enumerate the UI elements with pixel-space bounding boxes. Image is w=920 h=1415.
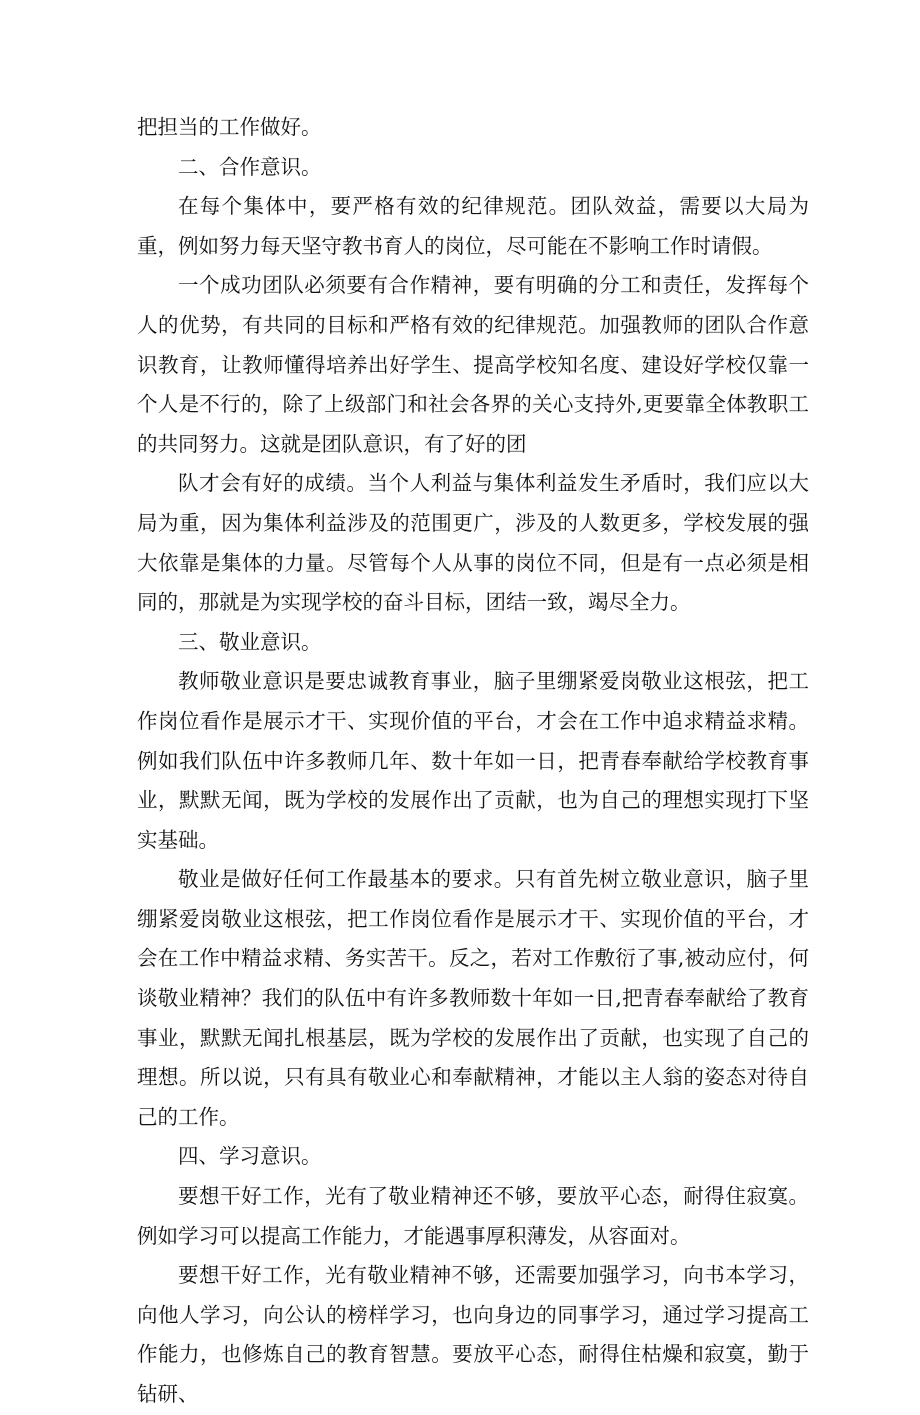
document-body — [137, 108, 809, 1415]
paragraph: 队才会有好的成绩。当个人利益与集体利益发生矛盾时，我们应以大局为重，因为集体利益涉及的范围更广，涉及的人数更多，学校发展的强大依靠是集体的力量。尽管每个人从事的岗位不同，但是有一点必须是相同的，那就是为实现学校的奋斗目标，团结一致，竭尽全力。 — [137, 471, 809, 615]
continuation-paragraph: 把担当的工作做好。 — [137, 115, 322, 139]
paragraph: 在每个集体中，要严格有效的纪律规范。团队效益，需要以大局为重，例如努力每天坚守教书育人的岗位，尽可能在不影响工作时请假。 — [137, 194, 809, 258]
section-heading-dedication: 三、敬业意识。 — [178, 629, 322, 654]
paragraph: 要想干好工作，光有了敬业精神还不够，要放平心态，耐得住寂寞。例如学习可以提高工作能力，才能遇事厚积薄发，从容面对。 — [137, 1184, 809, 1248]
paragraph: 敬业是做好任何工作最基本的要求。只有首先树立敬业意识，脑子里绷紧爱岗敬业这根弦，把工作岗位看作是展示才干、实现价值的平台，才会在工作中精益求精、务实苦干。反之，若对工作敷衍了事,被动应付，何谈敬业精神？我们的队伍中有许多教师数十年如一日,把青春奉献给了教育事业，默默无闻扎根基层，既为学校的发展作出了贡献，也实现了自己的理想。所以说，只有具有敬业心和奉献精神，才能以主人翁的姿态对待自己的工作。 — [137, 867, 809, 1129]
section-heading-cooperation: 二、合作意识。 — [178, 154, 322, 179]
section-heading-learning: 四、学习意识。 — [178, 1144, 322, 1169]
paragraph: 要想干好工作，光有敬业精神不够，还需要加强学习，向书本学习，向他人学习，向公认的榜样学习，也向身边的同事学习，通过学习提高工作能力，也修炼自己的教育智慧。要放平心态，耐得住枯燥和寂寞，勤于钻研、 — [137, 1263, 809, 1406]
paragraph: 教师敬业意识是要忠诚教育事业，脑子里绷紧爱岗敬业这根弦，把工作岗位看作是展示才干、实现价值的平台，才会在工作中追求精益求精。例如我们队伍中许多教师几年、数十年如一日，把青春奉献给学校教育事业，默默无闻，既为学校的发展作出了贡献，也为自己的理想实现打下坚实基础。 — [137, 669, 809, 852]
paragraph: 一个成功团队必须要有合作精神，要有明确的分工和责任，发挥每个人的优势，有共同的目标和严格有效的纪律规范。加强教师的团队合作意识教育，让教师懂得培养出好学生、提高学校知名度、建设好学校仅靠一个人是不行的，除了上级部门和社会各界的关心支持外,更要靠全体教职工的共同努力。这就是团队意识，有了好的团 — [137, 273, 809, 456]
